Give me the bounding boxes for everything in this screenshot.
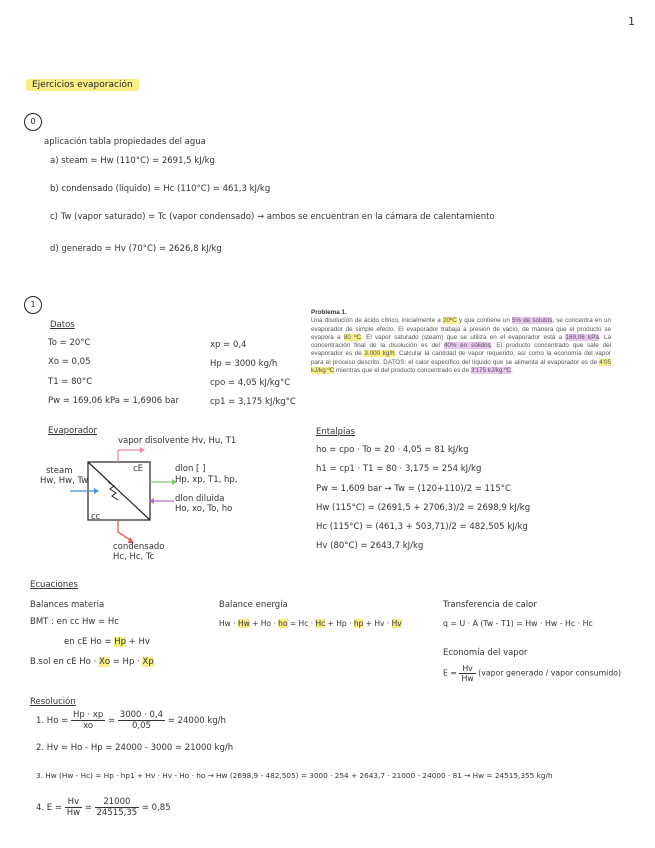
resolucion-step-4 [36,797,171,818]
eq-text: + Hv · [363,619,392,628]
transferencia-equation: q = U · A (Tw - T1) = Hw · Hw - Hc · Hc [443,619,593,628]
eq-text: = 0,85 [141,803,171,813]
diagram-steam-label: steam [46,466,73,476]
problem-text: y que contiene un [456,317,512,325]
eq-highlight: Xo [99,657,111,667]
entalpia-ho: ho = cpo · To = 20 · 4,05 = 81 kJ/kg [316,445,469,455]
bmt-ce-equation [64,637,150,647]
eq-text: (vapor generado / vapor consumido) [478,668,622,678]
problem-highlight: 5% de solutos [512,317,553,325]
eq-highlight: ho [278,619,288,628]
problem-title: Problema 1. [311,309,347,316]
section-0-heading: aplicación tabla propiedades del agua [44,137,206,147]
step-1-fraction-b [118,710,165,731]
dato-cpo: cpo = 4,05 kJ/kg°C [210,378,291,388]
diagram-concentrate-vars: Hp, xp, T1, hp, [175,475,238,485]
entalpia-h1: h1 = cp1 · T1 = 80 · 3,175 = 254 kJ/kg [316,464,482,474]
fraction-numerator: Hv [65,797,82,808]
fraction-denominator: xo [83,721,94,731]
diagram-top-label: vapor disolvente Hv, Hu, T1 [118,436,237,446]
eq-text: Hw · [219,619,238,628]
datos-label: Datos [50,320,75,330]
problem-highlight: 3'175 kJ/kg ºC [470,367,512,375]
diagram-condensate-vars: Hc, Hc, Tc [113,552,155,562]
problem-text: , se concentra en un evaporador de simple efecto. El evaporador trabaja a presión de vacío, de manera que el producto se evapora a [311,317,612,341]
eq-highlight: Hc [315,619,326,628]
problem-highlight: 4'05 kJ/kg ºC [311,358,611,375]
problem-highlight: 169,06 kPa [565,333,599,341]
bsol-equation [30,657,154,667]
problem-text: . La concentración final de la disolución es del [311,333,611,350]
balance-energia-label: Balance energía [219,600,288,610]
problem-text: . El vapor saturado (steam) que se utiliza en el evaporador está a [361,333,566,341]
entalpia-pw: Pw = 1,609 bar → Tw = (120+110)/2 = 115°C [316,484,511,494]
eq-text: + Ho · [249,619,279,628]
problem-text: . Calcular la cantidad de vapor requerido, así como la economía del vapor para el proceso descrito. DATOS: el calor específico del líquido que se alimenta al evaporador es de [311,350,611,366]
entalpia-hv: Hv (80°C) = 2643,7 kJ/kg [316,541,424,551]
resolucion-step-3: 3. Hw (Hw - Hc) = Hp · hp1 + Hv · Hv - Ho · ho → Hw (2698,9 - 482,505) = 3000 · 254 + 2643,7 · 21000 - 24000 · 81 → Hw = 24515,355 kg/h [36,771,553,780]
resolucion-step-2: 2. Hv = Ho - Hp = 24000 - 3000 = 21000 kg/h [36,743,234,753]
step-4-fraction-a [65,797,82,818]
eq-highlight: hp [353,619,364,628]
balances-materia-label: Balances materia [30,600,105,610]
eq-highlight: Hw [237,619,250,628]
vapor-out-arrowhead [140,447,145,453]
dato-to: To = 20°C [48,338,91,348]
page-title: Ejercicios evaporación [26,79,139,91]
eq-text: = 24000 kg/h [167,716,226,726]
dato-pw: Pw = 169,06 kPa = 1,6906 bar [48,396,179,406]
fraction-denominator: 24515,35 [96,808,138,818]
eq-text: 1. Ho = [36,716,69,726]
diagram-cc-label: cc [91,512,101,522]
eq-highlight: Hv [391,619,402,628]
eq-text: 4. E = [36,803,63,813]
steam-in-arrowhead [94,488,99,494]
problem-highlight: 40% en sólidos [443,342,491,350]
problem-highlight: 3.000 kg/h [364,350,395,358]
entalpia-hw: Hw (115°C) = (2691,5 + 2706,3)/2 = 2698,9 kJ/kg [316,503,531,513]
fraction-denominator: Hw [461,674,474,683]
dato-t1: T1 = 80°C [48,377,93,387]
fraction-numerator: 21000 [95,797,140,808]
eq-text: E = [443,668,457,678]
page-number: 1 [628,15,635,28]
economia-equation [443,664,621,683]
entalpias-label: Entalpias [316,427,356,437]
eq-text: + Hp · [325,619,354,628]
diagram-steam-vars: Hw, Hw, Tw [40,476,89,486]
ecuaciones-label: Ecuaciones [30,580,78,590]
fraction-numerator: Hp · xp [72,710,104,720]
section-0-line-b: b) condensado (líquido) = Hc (110°C) = 461,3 kJ/kg [50,184,271,194]
eq-text: = Hc · [287,619,316,628]
resolucion-label: Resolución [30,697,76,707]
fraction-numerator: 3000 · 0,4 [119,710,164,720]
section-1-number: 1 [24,296,42,314]
transferencia-label: Transferencia de calor [443,600,537,610]
balance-energia-equation [219,619,402,628]
fraction-denominator: 0,05 [131,721,151,731]
eq-text: + Hv [125,637,150,647]
problem-highlight: 80 ºC [343,333,362,341]
section-0-line-c: c) Tw (vapor saturado) = Tc (vapor condensado) → ambos se encuentran en la cámara de calentamiento [50,212,495,222]
entalpia-hc: Hc (115°C) = (461,3 + 503,71)/2 = 482,505 kJ/kg [316,522,528,532]
problem-text: . [511,367,513,375]
fraction-numerator: Hv [459,664,475,674]
eq-text: en cE Ho = [64,637,115,647]
section-0-line-a: a) steam = Hw (110°C) = 2691,5 kJ/kg [50,156,215,166]
problem-text: Una disolución de ácido cítrico, inicialmente a [311,317,443,325]
step-4-fraction-b [95,797,140,818]
diagram-condensate-label: condensado [113,542,165,552]
eq-text: B.sol en cE Ho · [30,657,99,667]
vapor-out-arrow [118,450,140,462]
section-0-line-d: d) generado = Hv (70°C) = 2626,8 kJ/kg [50,244,222,254]
dato-xp: xp = 0,4 [210,340,247,350]
problem-text: . El producto concentrado que sale del evaporador es de [311,342,611,358]
dato-xo: Xo = 0,05 [48,357,91,367]
step-1-fraction-a [71,710,105,731]
dato-hp: Hp = 3000 kg/h [210,359,278,369]
eq-highlight: Xp [142,657,154,667]
economia-fraction [459,664,475,683]
section-0-number: 0 [24,113,42,131]
evaporador-label: Evaporador [48,426,97,436]
dato-cp1: cp1 = 3,175 kJ/kg°C [210,397,296,407]
diagram-ce-label: cE [133,464,144,474]
diagram-feed-vars: Ho, xo, To, ho [175,504,233,514]
eq-text: = Hp · [110,657,143,667]
condensate-out-arrow [118,520,130,540]
economia-label: Economía del vapor [443,648,528,658]
diagram-feed-label: dlon diluida [175,494,225,504]
eq-highlight: Hp [114,637,126,647]
problem-text: mientras que el del producto concentrado es de [334,367,471,375]
eq-text: = [84,803,92,813]
problem-highlight: 20ºC [442,317,457,325]
bmt-cc-equation: BMT : en cc Hw = Hc [30,617,119,627]
diagram-concentrate-label: dlon [ ] [175,464,206,474]
resolucion-step-1 [36,710,226,731]
eq-text: = [107,716,116,726]
fraction-denominator: Hw [66,808,81,818]
